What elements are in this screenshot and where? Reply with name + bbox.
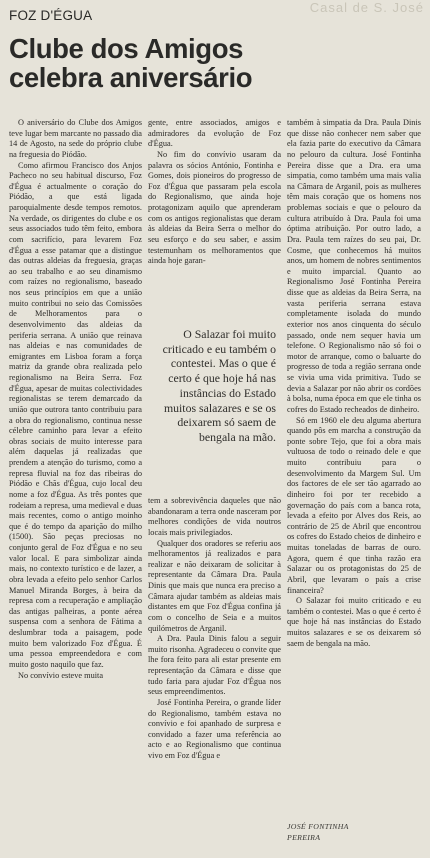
masthead-fragment: Casal de S. José bbox=[309, 0, 424, 15]
pull-quote: O Salazar foi muito criticado e eu também o contestei. Mas o que é certo é que hoje há nas instâncias do Estado muitos salazares e se os deixarem só saem de bengala na mão. bbox=[162, 327, 276, 444]
paragraph: A Dra. Paula Dinis falou a seguir muito risonha. Agradeceu o convite que lhe fora feito para ali estar presente em representação da Câmara e disse que tudo faria para ajudar Foz d'Égua nos seus empreendimentos. bbox=[148, 634, 281, 697]
article-column-1 bbox=[9, 118, 142, 846]
signature-line-1: JOSÉ FONTINHA bbox=[287, 822, 349, 831]
paragraph: Só em 1960 ele deu alguma abertura quando pôs em marcha a construção da ponte sobre Tejo, que foi a obra mais vultuosa de todo o reinado dele e que muito contribuiu para o desenvolvimento da Margem Sul. Um dos factores de ele ser tão agarrado ao dinheiro foi por ter recebido a governação do país com a banca rota, levada a efeito por Alves dos Reis, ao contrário de 25 de Abril que encontrou os cofres do Estado cheios de dinheiro e muitas toneladas de barras de ouro. Agora, quem é que tinha razão era Salazar ou os protagonistas do 25 de Abril, que levaram o país a crise financeira? bbox=[287, 415, 421, 595]
signature-line-2: PEREIRA bbox=[287, 833, 321, 842]
headline-line-2: celebra aniversário bbox=[9, 62, 253, 93]
headline-line-1: Clube dos Amigos bbox=[9, 33, 243, 64]
article-column-3 bbox=[287, 118, 421, 846]
paragraph: também à simpatia da Dra. Paula Dinis que disse não conhecer nem saber que ela fazia parte do executivo da Câmara no pelouro da cultura. José Fontinha Pereira disse que a Dra. era uma simpatia, como também uma mais valia na Câmara de Arganil, pois as mulheres têm mais coração que os homens nos problemas sociais e que o pelouro da cultura atribuído à Dra. Paula foi uma óptima atribuição. Por outro lado, a Dra. Paula tem raízes do seu pai, Dr. Cosme, que conhecemos há muitos anos, um homem de nobres sentimentos e muito imparcial. Quanto ao Regionalismo José Fontinha Pereira disse que as aldeias da Beira Serra, na vasta periferia serrana estava completamente isolada do mundo exterior nos anos cinquenta do século passado, onde nem sequer havia um telefone. O Regionalismo não só foi o motor de arranque, como o baluarte do progresso de toda a região serrana onde se vivia uma vida primitiva. Tudo se devia a Salazar por não abrir os cordões à bolsa, numa época em que ele tinha os cofres do Estado recheados de dinheiro. bbox=[287, 118, 421, 414]
paragraph: José Fontinha Pereira, o grande líder do Regionalismo, também estava no convívio e foi apanhado de surpresa e convidado a fazer uma referência ao acto e ao Regionalismo que continua vivo em Foz d'Égua e bbox=[148, 697, 281, 760]
article-column-2-top bbox=[148, 118, 281, 322]
paragraph: No fim do convívio usaram da palavra os sócios António, Fontinha e Gomes, dois pioneiros do progresso de Foz d'Égua que passaram pela escola do Regionalismo, que ainda hoje protagonizam aquilo que aprenderam com os antigos regionalistas que deram às aldeias da Beira Serra o melhor do seu esforço e do seu saber, e assim testemunham os melhoramentos que ainda hoje garan- bbox=[148, 149, 281, 266]
author-signature bbox=[287, 821, 421, 843]
paragraph: No convívio esteve muita bbox=[18, 670, 104, 680]
paragraph: O Salazar foi muito criticado e eu também o contestei. Mas o que é certo é que hoje há nas instâncias do Estado muitos salazares e se os deixarem só saem de bengala na mão. bbox=[287, 596, 421, 648]
section-label: FOZ D'ÉGUA bbox=[9, 8, 93, 23]
paragraph: gente, entre associados, amigos e admiradores da evolução de Foz d'Égua. bbox=[148, 118, 281, 149]
paragraph: Como afirmou Francisco dos Anjos Pacheco no seu habitual discurso, Foz d'Égua é actualmente o coração do Piódão, a que está ligada paroquialmente desde tempos remotos. Na verdade, os dirigentes do clube e os seus associados tudo têm feito, embora com sacrifício, para levarem Foz d'Égua a esse patamar que a distingue das outras aldeias da freguesia, graças ao seu trabalho e ao seu dinamismo com raízes no regionalismo, baseado nos seus princípios em que a união muito contribui no seio das Comissões de Melhoramentos para o desenvolvimento das aldeias da periferia serrana. A união que reinava nas aldeias e nas comunidades de emigrantes em Lisboa foram a força matriz da grande obra realizada pelo regionalismo na Beira Serra. Foz d'Égua, apesar de muitas colectividades regionalistas se terem demarcado da união que outrora tanto contribuiu para a obra do regionalismo, continua nesse célebre caminho para levar a efeito obras sociais de muito interesse para além daquelas já realizadas que prendem a atenção do turismo, como a represa fluvial na foz das ribeiras do Piódão e Chãs d'Égua, cujo local deu nome a foz d'Égua. As três pontes que rodeiam a represa, uma medieval e duas mais recentes, como o antigo moinho que é do tempo da aparição do milho (1500). São peças preciosas no conjunto geral de Foz d'Égua e no seu valor local. E para simbolizar ainda mais, no contexto turístico e de lazer, a obra levada a efeito pelo senhor Carlos Manuel Miranda Borges, à beira da represa com a recuperação e ampliação das antigas palheiras, a ponte aérea suspensa com a senhora de Fátima a deslumbrar toda a paisagem, pode muito bem valorizado Foz d'Égua. É uma pessoa empreendedora e com muito gosto naquilo que faz. bbox=[9, 160, 142, 669]
paragraph: tem a sobrevivência daqueles que não abandonaram a terra onde nasceram por melhores condições de vida noutros locais mais privilegiados. bbox=[148, 496, 281, 537]
paragraph: Qualquer dos oradores se referiu aos melhoramentos já realizados e para realizar e não deixaram de solicitar à representante da Câmara Dra. Paula Dinis que mais que nunca era preciso a Câmara ajudar também as aldeias mais distantes em que Foz d'Égua confina já com o concelho de Seia e a muitos quilómetros de Arganil. bbox=[148, 538, 281, 633]
article-column-2-bottom bbox=[148, 496, 281, 858]
paragraph: O aniversário do Clube dos Amigos teve lugar bem marcante no passado dia 14 de Agosto, na sede do próprio clube na freguesia do Piódão. bbox=[9, 118, 142, 159]
article-headline bbox=[9, 34, 421, 92]
